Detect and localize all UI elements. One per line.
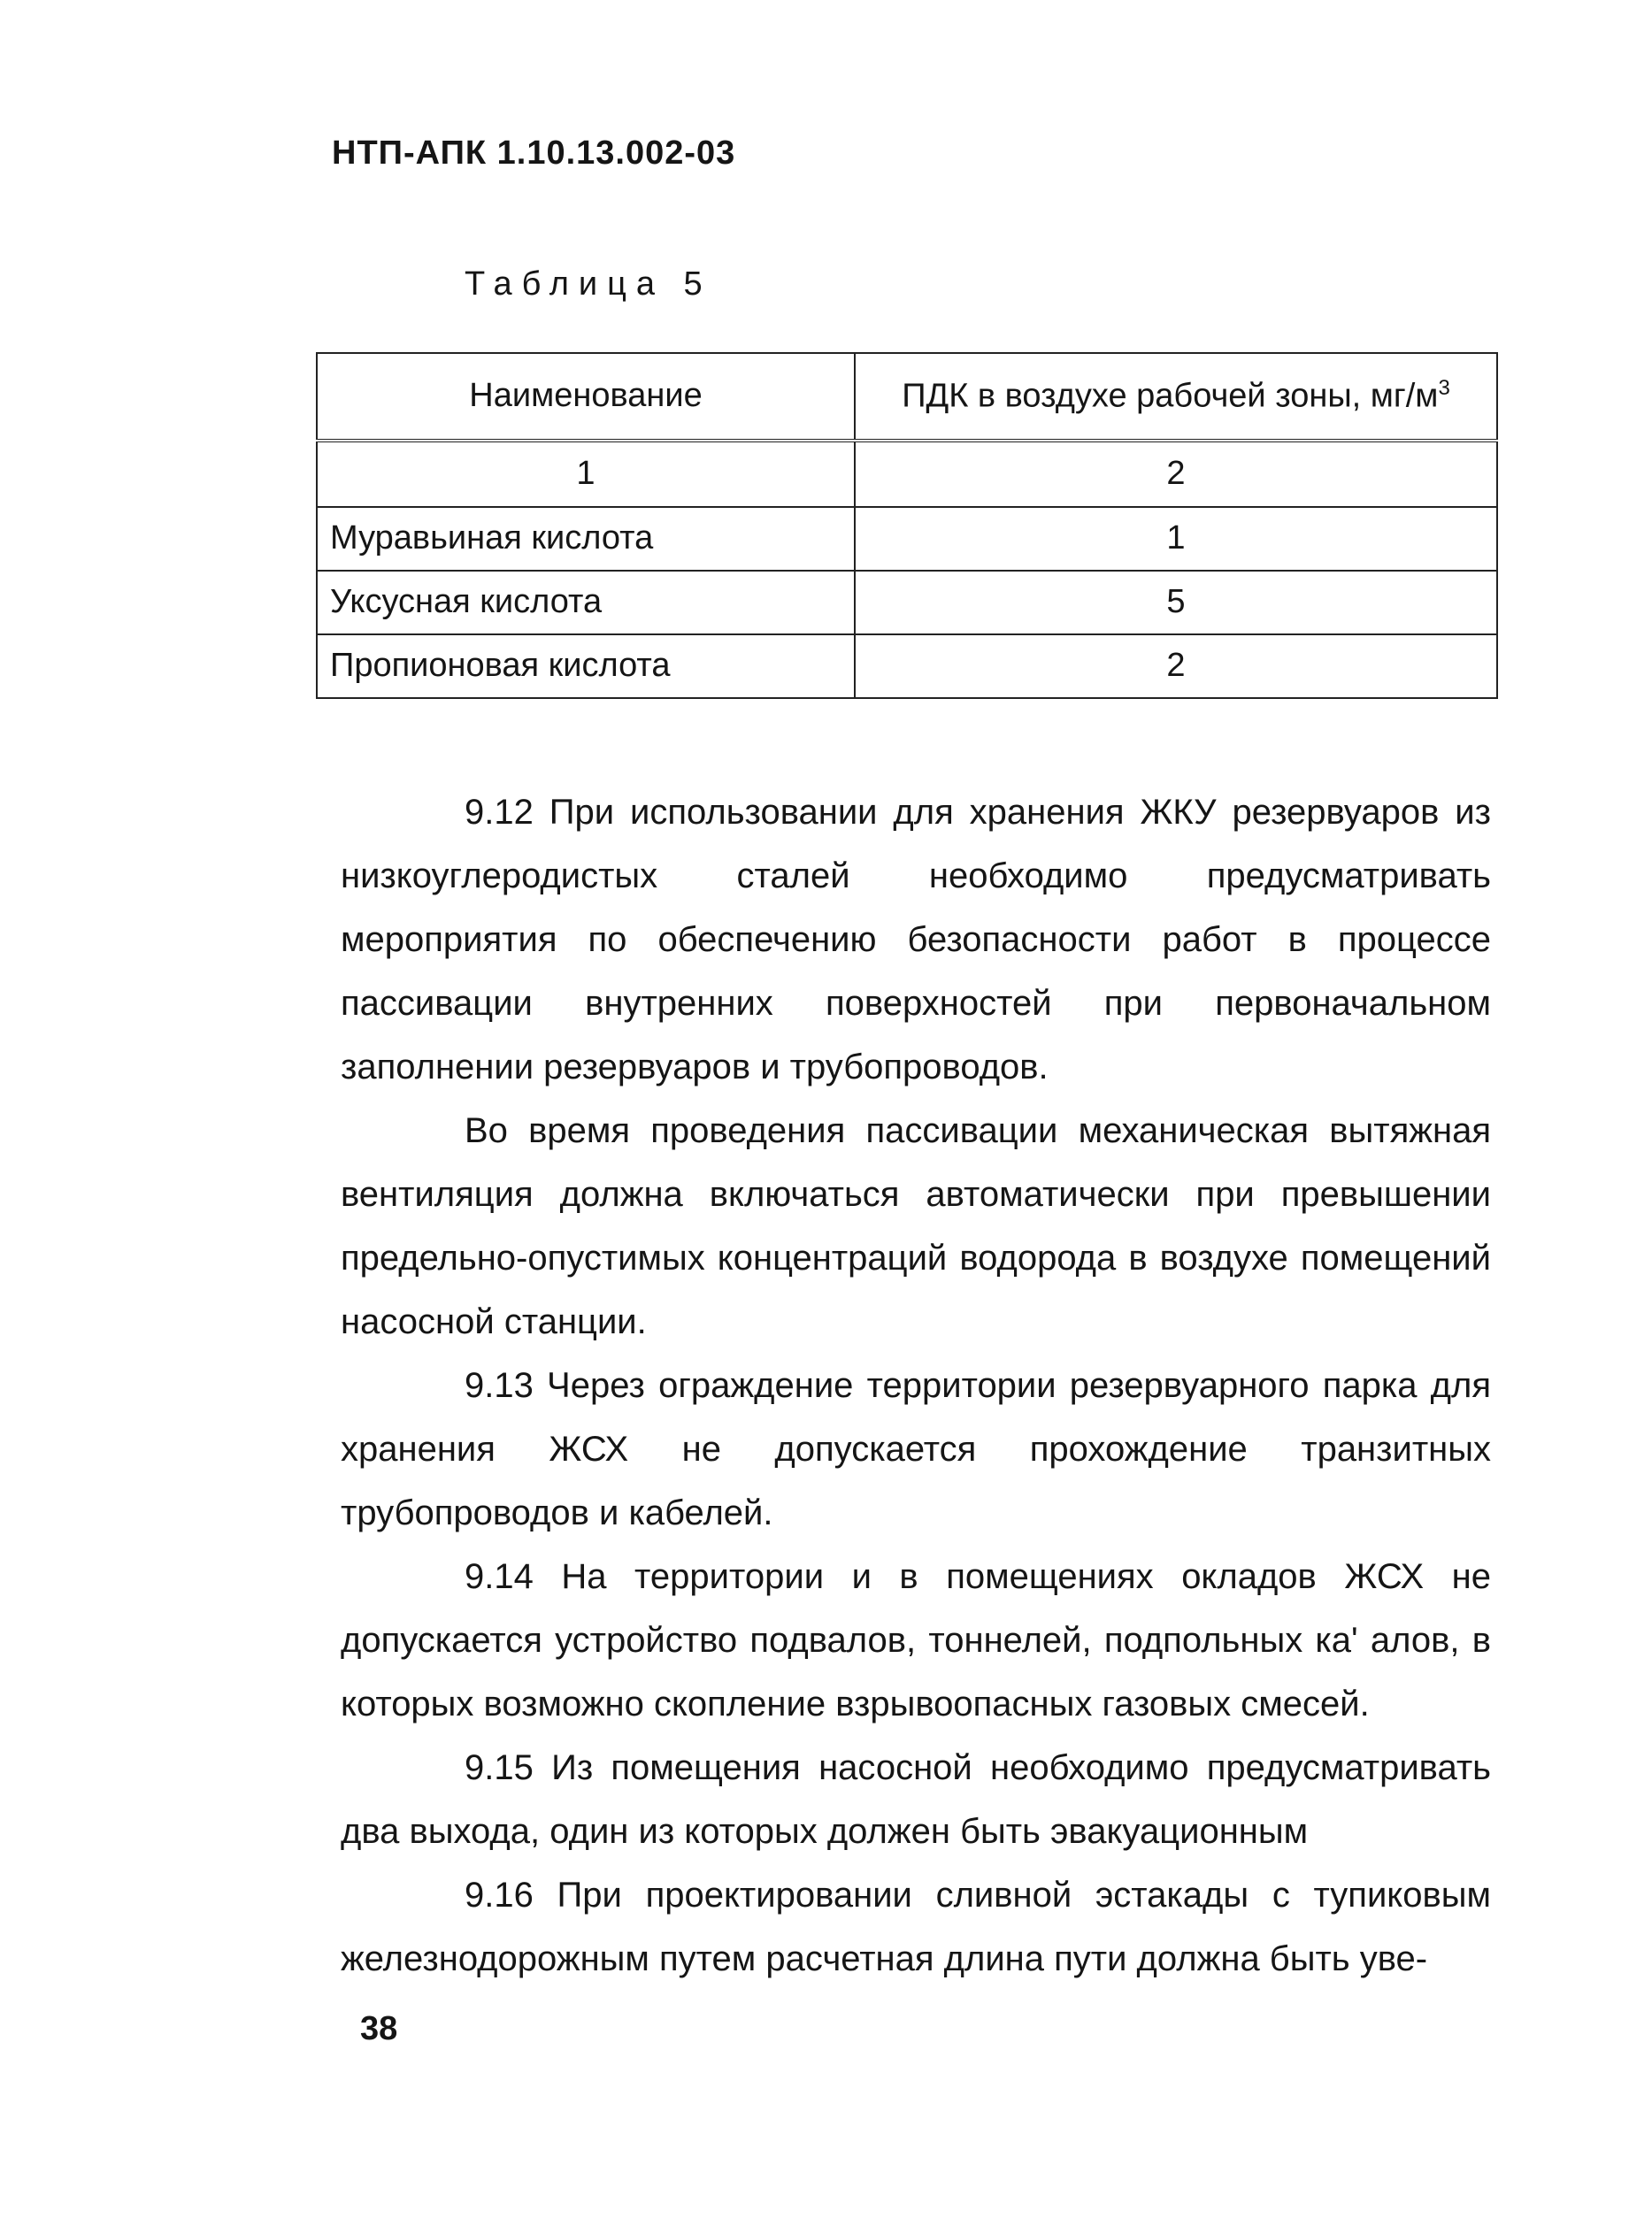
col-header-name: Наименование bbox=[317, 353, 855, 441]
paragraph-9-13: 9.13 Через ограждение территории резервуарного парка для хранения ЖСХ не допускается прохождение транзитных трубопроводов и кабелей. bbox=[341, 1366, 1491, 1532]
col-header-pdk-sup: 3 bbox=[1438, 376, 1450, 401]
row-name: Муравьиная кислота bbox=[317, 507, 855, 571]
row-name: Пропионовая кислота bbox=[317, 634, 855, 698]
paragraph-9-15: 9.15 Из помещения насосной необходимо предусматривать два выхода, один из которых должен быть эвакуационным bbox=[341, 1748, 1491, 1851]
table-number-row bbox=[317, 441, 1497, 507]
col-num-1: 1 bbox=[317, 441, 855, 507]
row-value: 1 bbox=[855, 507, 1497, 571]
row-name: Уксусная кислота bbox=[317, 571, 855, 634]
pdk-table bbox=[316, 352, 1498, 699]
document-code: НТП-АПК 1.10.13.002-03 bbox=[332, 134, 736, 172]
row-value: 5 bbox=[855, 571, 1497, 634]
page-number: 38 bbox=[360, 2010, 398, 2047]
paragraph-9-14: 9.14 На территории и в помещениях окладов ЖСХ не допускается устройство подвалов, тоннелей, подпольных ка' алов, в которых возможно скопление взрывоопасных газовых смесей. bbox=[341, 1557, 1491, 1723]
paragraph-9-12: 9.12 При использовании для хранения ЖКУ резервуаров из низкоуглеродистых сталей необходимо предусматривать мероприятия по обеспечению безопасности работ в процессе пассивации внутренних поверхностей при первоначальном заполнении резервуаров и трубопроводов. bbox=[341, 793, 1491, 1086]
table-header-row bbox=[317, 353, 1497, 441]
table-row bbox=[317, 507, 1497, 571]
table-caption: Таблица 5 bbox=[465, 265, 712, 303]
table-row bbox=[317, 571, 1497, 634]
paragraph-9-16: 9.16 При проектировании сливной эстакады с тупиковым железнодорожным путем расчетная длина пути должна быть уве- bbox=[341, 1876, 1491, 1978]
row-value: 2 bbox=[855, 634, 1497, 698]
col-header-pdk bbox=[855, 353, 1497, 441]
body-text bbox=[341, 780, 1491, 1991]
paragraph-passivation: Во время проведения пассивации механическая вытяжная вентиляция должна включаться автоматически при превышении предельно-опустимых концентраций водорода в воздухе помещений насосной станции. bbox=[341, 1111, 1491, 1341]
col-num-2: 2 bbox=[855, 441, 1497, 507]
col-header-pdk-text: ПДК в воздухе рабочей зоны, мг/м bbox=[902, 377, 1439, 415]
table-row bbox=[317, 634, 1497, 698]
